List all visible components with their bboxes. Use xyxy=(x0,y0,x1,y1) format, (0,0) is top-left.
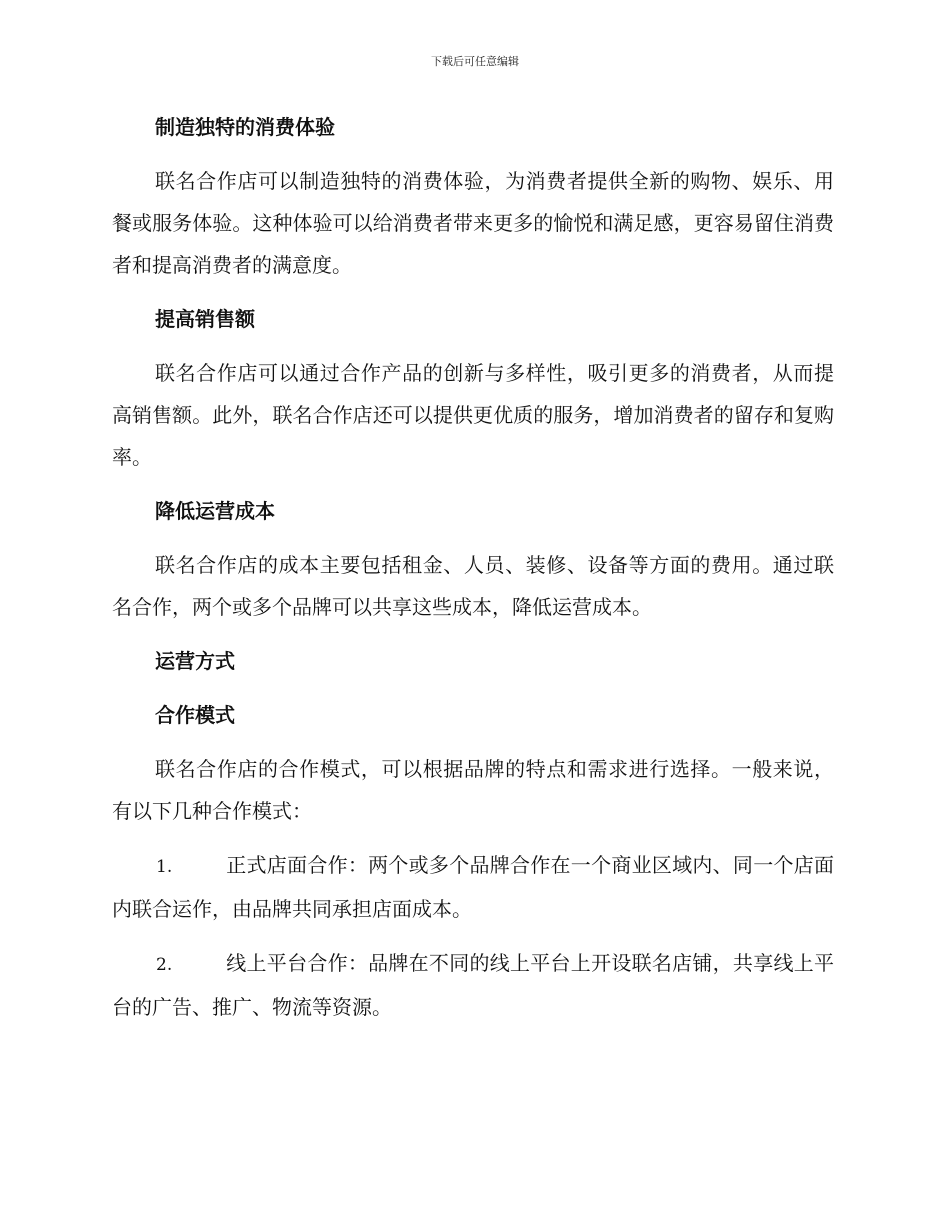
list-item-number: 1. xyxy=(156,857,173,877)
list-item-text: 正式店面合作：两个或多个品牌合作在一个商业区域内、同一个店面内联合运作，由品牌共同承担店面成本。 xyxy=(112,853,834,921)
list-item-text: 线上平台合作：品牌在不同的线上平台上开设联名店铺，共享线上平台的广告、推广、物流等资源。 xyxy=(112,951,834,1019)
section-heading: 提高销售额 xyxy=(155,307,255,331)
list-item xyxy=(112,844,834,930)
section-heading: 降低运营成本 xyxy=(155,499,275,523)
body-paragraph: 联名合作店的合作模式，可以根据品牌的特点和需求进行选择。一般来说，有以下几种合作模式： xyxy=(112,757,834,823)
body-paragraph: 联名合作店可以通过合作产品的创新与多样性，吸引更多的消费者，从而提高销售额。此外，联名合作店还可以提供更优质的服务，增加消费者的留存和复购率。 xyxy=(112,361,834,469)
section-heading: 运营方式 xyxy=(155,649,235,673)
list-item-number: 2. xyxy=(156,955,173,975)
document-body xyxy=(112,106,834,1040)
list-item xyxy=(112,942,834,1028)
body-paragraph: 联名合作店的成本主要包括租金、人员、装修、设备等方面的费用。通过联名合作，两个或多个品牌可以共享这些成本，降低运营成本。 xyxy=(112,553,834,619)
body-paragraph: 联名合作店可以制造独特的消费体验，为消费者提供全新的购物、娱乐、用餐或服务体验。这种体验可以给消费者带来更多的愉悦和满足感，更容易留住消费者和提高消费者的满意度。 xyxy=(112,169,834,277)
section-heading: 制造独特的消费体验 xyxy=(155,115,335,139)
section-heading: 合作模式 xyxy=(155,703,235,727)
page-header: 下载后可任意编辑 xyxy=(431,55,519,68)
